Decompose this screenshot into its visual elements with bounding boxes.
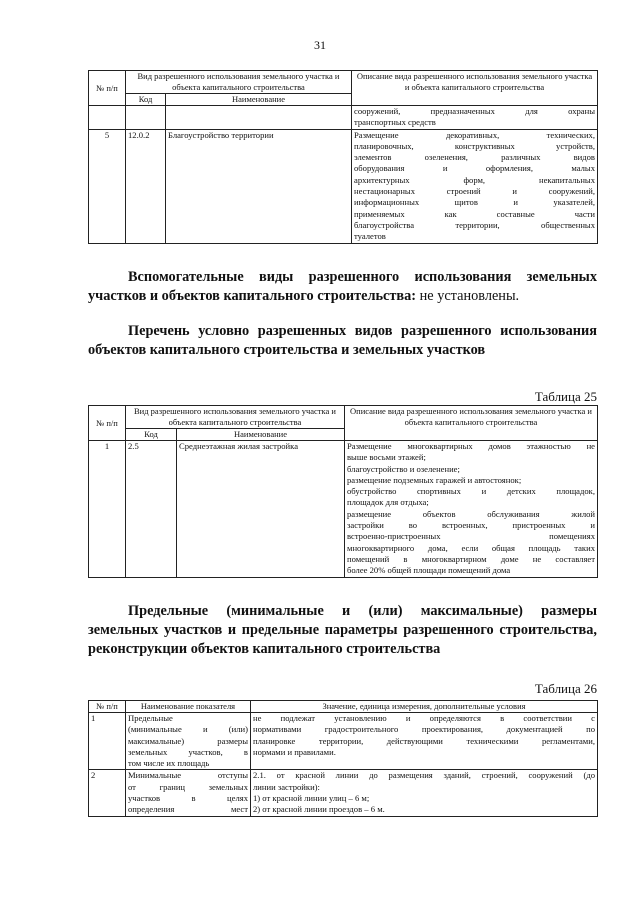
table-26-caption: Таблица 26 (534, 681, 597, 696)
header-num: № п/п (89, 71, 126, 106)
desc-line: туалетов (354, 231, 386, 242)
desc-line: размещение объектов обслуживания жилой (347, 508, 595, 519)
row-name: Минимальные отступы от границ земельных участков в целях определения мест (126, 770, 251, 816)
table-row (89, 129, 598, 243)
desc-line: нестационарных строений и сооружений, (354, 186, 595, 197)
table-25-caption: Таблица 25 (534, 389, 597, 404)
desc-line: выше восьми этажей; (347, 452, 426, 463)
header-code: Код (126, 94, 166, 106)
row-description (352, 129, 598, 243)
desc-line: благоустройство и озеленение; (347, 463, 460, 474)
desc-line: обустройство спортивных и детских площадок, (347, 486, 595, 497)
row-num: 1 (89, 441, 126, 578)
row-num: 5 (89, 129, 126, 243)
header-type-group: Вид разрешенного использования земельного участка и объекта капитального строительства (126, 71, 352, 94)
row-code: 2.5 (126, 441, 177, 578)
row-num: 1 (89, 713, 126, 770)
header-name: Наименование показателя (126, 701, 251, 713)
desc-line: благоустройства территории, общественных (354, 219, 595, 230)
desc-line: Размещение декоративных, технических, (354, 129, 595, 140)
row-description (345, 441, 598, 578)
header-name: Наименование (166, 94, 352, 106)
desc-line: площадок для отдыха; (347, 497, 429, 508)
limits-heading: Предельные (минимальные и (или) максимальные) размеры земельных участков и предельные параметры разрешенного строительства, реконструкции объектов капитального строительства (88, 603, 597, 657)
header-description: Описание вида разрешенного использования земельного участка и объекта капитального строительства (352, 71, 598, 106)
desc-line: применяемых как составные части (354, 208, 595, 219)
header-name: Наименование (177, 429, 345, 441)
row-value: 2.1. от красной линии до размещения зданий, строений, сооружений (до линии застройки): 1) от красной линии улиц – 6 м; 2) от красной линии проездов – 6 м. (251, 770, 598, 816)
conditional-uses-heading: Перечень условно разрешенных видов разрешенного использования объектов капитального строительства и земельных участков (88, 323, 597, 358)
row-name: Предельные (минимальные и (или) максимальные) размеры земельных участков, в том числе их площадь (126, 713, 251, 770)
parameters-table (88, 700, 598, 817)
conditional-use-table (88, 405, 598, 578)
desc-line: помещений в многоквартирном доме не составляет (347, 553, 595, 564)
desc-line: многоквартирного дома, если общая площадь таких (347, 542, 595, 553)
desc-line: планировочных, конструктивных устройств, (354, 140, 595, 151)
aux-uses-heading: Вспомогательные виды разрешенного использования земельных участков и объектов капитального строительства: не установлены. (88, 269, 597, 304)
header-num: № п/п (89, 406, 126, 441)
desc-line: архитектурных форм, некапитальных (354, 174, 595, 185)
header-num: № п/п (89, 701, 126, 713)
desc-line: сооружений, предназначенных для охраны (354, 106, 595, 116)
header-value: Значение, единица измерения, дополнительные условия (251, 701, 598, 713)
row-code: 12.0.2 (126, 129, 166, 243)
header-description: Описание вида разрешенного использования земельного участка и объекта капитального строительства (345, 406, 598, 441)
continuation-text (352, 106, 598, 130)
row-num: 2 (89, 770, 126, 816)
desc-line: размещение подземных гаражей и автостоянок; (347, 474, 522, 485)
row-value: не подлежат установлению и определяются в соответствии с нормативами градостроительного проектирования, документацией по планировке территории, действующими техническими регламентами, нормами и правилами. (251, 713, 598, 770)
desc-line: элементов озеленения, различных видов (354, 152, 595, 163)
page-number: 31 (314, 38, 326, 52)
permitted-use-table-continuation (88, 70, 598, 244)
desc-line: транспортных средств (354, 117, 436, 128)
desc-line: информационных щитов и указателей, (354, 197, 595, 208)
header-code: Код (126, 429, 177, 441)
table-row (89, 441, 598, 578)
desc-line: более 20% общей площади помещений дома (347, 565, 511, 576)
desc-line: Размещение многоквартирных домов этажностью не (347, 441, 595, 451)
desc-line: оборудования и оформления, малых (354, 163, 595, 174)
table-row (89, 770, 598, 816)
desc-line: встроенно-пристроенных помещениях (347, 531, 595, 542)
row-name: Среднеэтажная жилая застройка (177, 441, 345, 578)
desc-line: застройки во встроенных, пристроенных и (347, 520, 595, 531)
header-type-group: Вид разрешенного использования земельного участка и объекта капитального строительства (126, 406, 345, 429)
table-row (89, 713, 598, 770)
row-name: Благоустройство территории (166, 129, 352, 243)
